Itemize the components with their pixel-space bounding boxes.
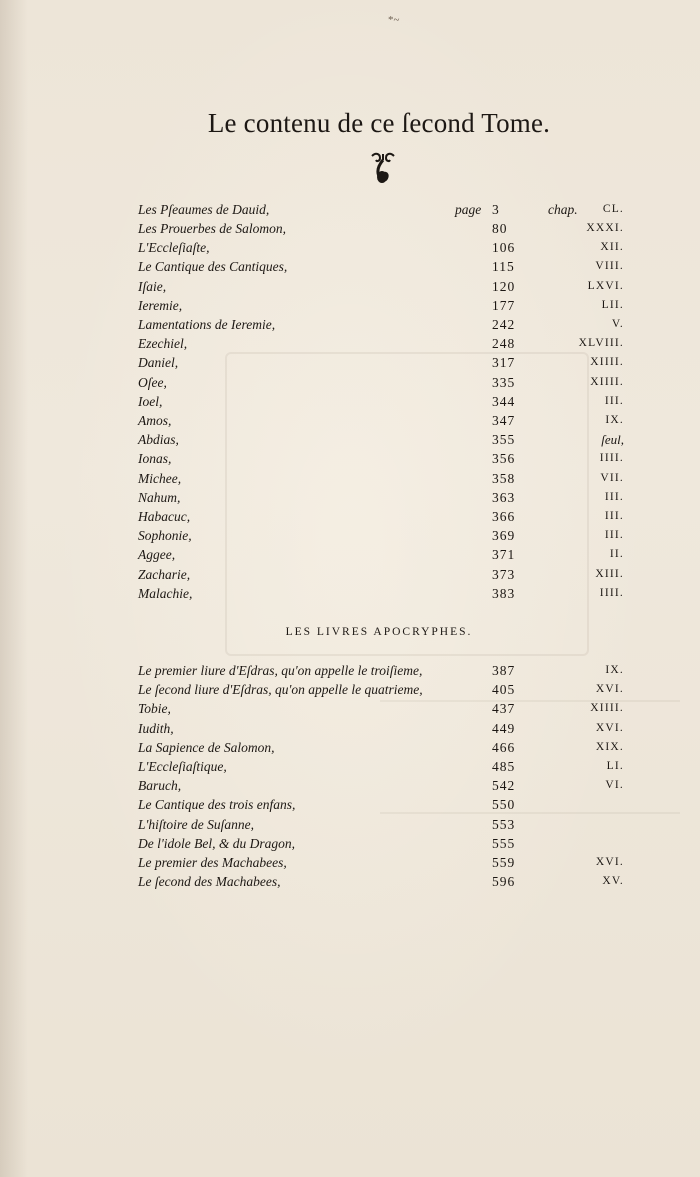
toc-row <box>0 565 700 584</box>
book-name: Le Cantique des Cantiques, <box>138 259 288 275</box>
toc-row <box>0 776 700 795</box>
toc-row <box>0 815 700 834</box>
page-number: 383 <box>492 585 516 601</box>
chapter-count: XIIII. <box>590 375 624 388</box>
chapter-count: LII. <box>601 298 624 311</box>
book-name: De l'idole Bel, & du Dragon, <box>138 835 295 851</box>
chapter-count: XV. <box>602 875 624 888</box>
chapter-count: XIIII. <box>590 702 624 715</box>
page-number: 248 <box>492 336 516 352</box>
chapter-count: ſeul, <box>601 432 624 448</box>
chapter-count: IIII. <box>599 586 624 599</box>
book-name: Ieremie, <box>138 297 183 313</box>
chapter-count: IX. <box>605 664 624 676</box>
toc-row <box>0 545 700 564</box>
book-name: Iudith, <box>138 720 174 736</box>
toc-row <box>0 411 700 430</box>
page-number: 3 <box>492 202 500 217</box>
chap-label: chap. <box>548 202 578 217</box>
page-number: 466 <box>492 739 516 755</box>
toc-row <box>0 296 700 315</box>
toc-row <box>0 392 700 411</box>
toc-row <box>0 526 700 545</box>
page-number: 542 <box>492 778 516 794</box>
page-number: 358 <box>492 470 516 486</box>
page-number: 363 <box>492 489 516 505</box>
book-name: Nahum, <box>138 489 181 505</box>
page-number: 369 <box>492 528 516 544</box>
toc-row <box>0 469 700 488</box>
chapter-count: III. <box>604 529 624 542</box>
page-number: 242 <box>492 317 516 332</box>
fleuron-ornament-icon <box>368 150 398 190</box>
book-name: Habacuc, <box>138 509 191 524</box>
toc-row <box>0 353 700 372</box>
chapter-count: XIIII. <box>590 356 624 369</box>
book-name: Sophonie, <box>138 528 192 544</box>
page-number: 177 <box>492 297 516 313</box>
toc-row <box>0 872 700 891</box>
book-name: Baruch, <box>138 778 182 794</box>
page-title: Le contenu de ce ſecond Tome. <box>207 108 551 138</box>
page-number: 449 <box>492 720 516 736</box>
book-name: Abdias, <box>138 432 179 448</box>
page-number: 596 <box>492 874 516 890</box>
page-number: 355 <box>492 432 516 448</box>
chapter-count: VI. <box>605 779 624 792</box>
page-number: 553 <box>492 816 516 832</box>
toc-row <box>0 699 700 718</box>
toc-row <box>0 507 700 526</box>
chapter-count: IX. <box>605 414 624 426</box>
toc-row <box>0 738 700 757</box>
page-number: 317 <box>492 355 516 371</box>
book-name: Michee, <box>138 470 182 486</box>
book-name: Le ſecond des Machabees, <box>138 874 281 890</box>
chapter-count: III. <box>604 510 624 522</box>
page-label: page <box>455 202 482 217</box>
chapter-count: XLVIII. <box>578 337 624 350</box>
toc-row <box>0 277 700 296</box>
book-name: Aggee, <box>138 547 176 563</box>
toc-row <box>0 680 700 699</box>
page-number: 373 <box>492 566 516 582</box>
toc-row <box>0 219 700 238</box>
chapter-count: VII. <box>600 471 624 484</box>
toc-row <box>0 795 700 814</box>
toc-row <box>0 334 700 353</box>
book-name: Iſaie, <box>138 278 167 294</box>
chapter-count: XVI. <box>595 683 624 696</box>
page-number: 485 <box>492 759 516 774</box>
chapter-count: CL. <box>602 203 624 215</box>
page-number: 550 <box>492 797 516 813</box>
toc-row-header <box>0 200 700 219</box>
toc-row <box>0 488 700 507</box>
book-name: Le ſecond liure d'Eſdras, qu'on appelle le quatrieme, <box>138 682 423 698</box>
page-number: 106 <box>492 240 516 256</box>
book-name: Les Prouerbes de Salomon, <box>138 221 286 236</box>
top-printer-mark: *~ <box>388 14 400 26</box>
page-number: 115 <box>492 259 515 275</box>
page-number: 80 <box>492 221 508 236</box>
toc-row <box>0 584 700 603</box>
chapter-count: XVI. <box>595 856 624 868</box>
book-name: Ioel, <box>138 393 163 409</box>
chapter-count: II. <box>609 548 624 561</box>
toc-row <box>0 757 700 776</box>
page-number: 347 <box>492 413 516 428</box>
chapter-count: V. <box>611 318 624 330</box>
book-name: Les Pſeaumes de Dauid, <box>138 202 270 217</box>
chapter-count: LI. <box>606 760 624 772</box>
page-number: 335 <box>492 374 516 390</box>
book-name: Ionas, <box>138 451 172 467</box>
book-name: Le premier des Machabees, <box>138 855 287 870</box>
toc-row <box>0 257 700 276</box>
toc-row <box>0 373 700 392</box>
chapter-count: LXVI. <box>587 279 624 292</box>
book-name: Oſee, <box>138 374 167 390</box>
book-name: Amos, <box>138 413 172 428</box>
page-number: 437 <box>492 701 516 717</box>
chapter-count: XII. <box>600 241 624 254</box>
book-name: Le premier liure d'Eſdras, qu'on appelle le troiſieme, <box>138 663 423 678</box>
chapter-count: VIII. <box>595 260 624 273</box>
book-name: L'Eccleſiaſtique, <box>138 759 227 774</box>
book-name: Tobie, <box>138 701 171 717</box>
book-name: La Sapience de Salomon, <box>138 739 275 755</box>
chapter-count: XIX. <box>595 740 624 753</box>
page-number: 387 <box>492 663 516 678</box>
toc-row <box>0 853 700 872</box>
apocrypha-heading: LES LIVRES APOCRYPHES. <box>285 626 473 638</box>
page-number: 366 <box>492 509 516 524</box>
book-name: L'hiſtoire de Suſanne, <box>138 816 255 832</box>
page-number: 555 <box>492 835 516 851</box>
chapter-count: IIII. <box>599 452 624 465</box>
page-number: 559 <box>492 855 516 870</box>
book-name: Daniel, <box>138 355 179 371</box>
book-name: Lamentations de Ieremie, <box>138 317 276 332</box>
page-number: 371 <box>492 547 516 563</box>
chapter-count: III. <box>604 394 624 407</box>
toc-row <box>0 238 700 257</box>
chapter-count: XVI. <box>595 721 624 734</box>
page-number: 344 <box>492 393 516 409</box>
book-name: L'Eccleſiaſte, <box>138 240 210 256</box>
chapter-count: III. <box>604 490 624 503</box>
toc-row <box>0 430 700 449</box>
toc-row <box>0 449 700 468</box>
chapter-count: XXXI. <box>586 222 624 234</box>
toc-row <box>0 315 700 334</box>
page-number: 405 <box>492 682 516 698</box>
book-name: Le Cantique des trois enfans, <box>138 797 296 813</box>
chapter-count: XIII. <box>595 567 624 580</box>
book-name: Zacharie, <box>138 566 191 582</box>
toc-row <box>0 834 700 853</box>
page-number: 356 <box>492 451 516 467</box>
toc-row <box>0 661 700 680</box>
page-number: 120 <box>492 278 516 294</box>
toc-row <box>0 719 700 738</box>
book-name: Malachie, <box>138 585 193 601</box>
book-name: Ezechiel, <box>138 336 188 352</box>
